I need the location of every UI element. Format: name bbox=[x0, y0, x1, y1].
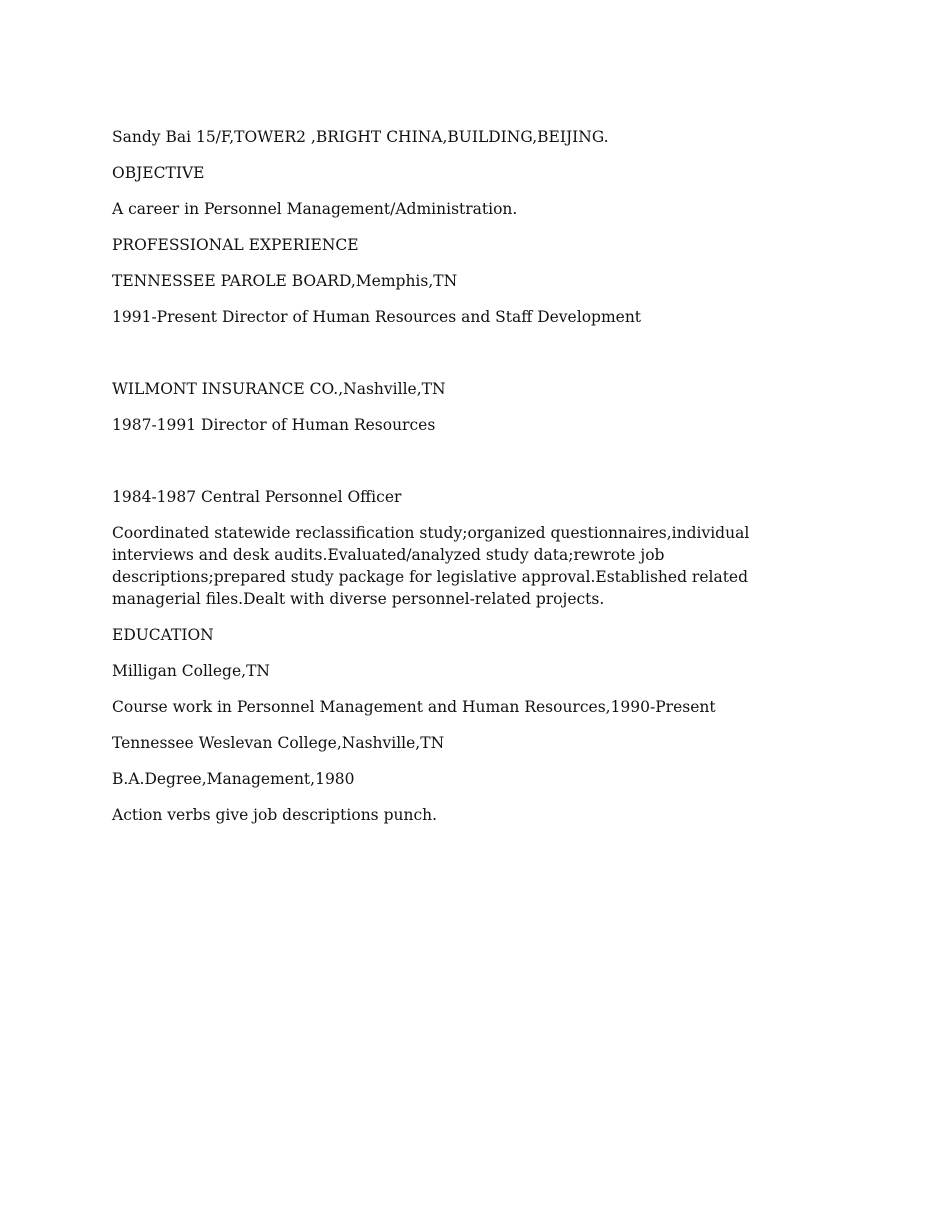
school-line: Milligan College,TN bbox=[112, 662, 270, 680]
position-line: 1991-Present Director of Human Resources and Staff Development bbox=[112, 308, 642, 326]
blank-paragraph bbox=[112, 342, 772, 364]
job-description-text: Coordinated statewide reclassification study;organized questionnaires,individual interviews and desk audits.Evaluated/analyzed study data;rewrote job descriptions;prepared study package for legislative approval.Established related managerial files.Dealt with diverse personnel-related projects. bbox=[112, 524, 750, 608]
section-heading-experience: PROFESSIONAL EXPERIENCE bbox=[112, 236, 359, 254]
position-line: 1987-1991 Director of Human Resources bbox=[112, 416, 436, 434]
section-heading-education: EDUCATION bbox=[112, 626, 214, 644]
document-body bbox=[112, 126, 772, 840]
objective-text: A career in Personnel Management/Administration. bbox=[112, 200, 518, 218]
school-line: Tennessee Weslevan College,Nashville,TN bbox=[112, 734, 445, 752]
blank-paragraph bbox=[112, 450, 772, 472]
closing-note: Action verbs give job descriptions punch. bbox=[112, 806, 438, 824]
employer-line: TENNESSEE PAROLE BOARD,Memphis,TN bbox=[112, 272, 458, 290]
degree-line: B.A.Degree,Management,1980 bbox=[112, 770, 355, 788]
contact-line: Sandy Bai 15/F,TOWER2 ,BRIGHT CHINA,BUILDING,BEIJING. bbox=[112, 128, 609, 146]
coursework-line: Course work in Personnel Management and Human Resources,1990-Present bbox=[112, 698, 716, 716]
section-heading-objective: OBJECTIVE bbox=[112, 164, 205, 182]
employer-line: WILMONT INSURANCE CO.,Nashville,TN bbox=[112, 380, 446, 398]
position-line: 1984-1987 Central Personnel Officer bbox=[112, 488, 402, 506]
